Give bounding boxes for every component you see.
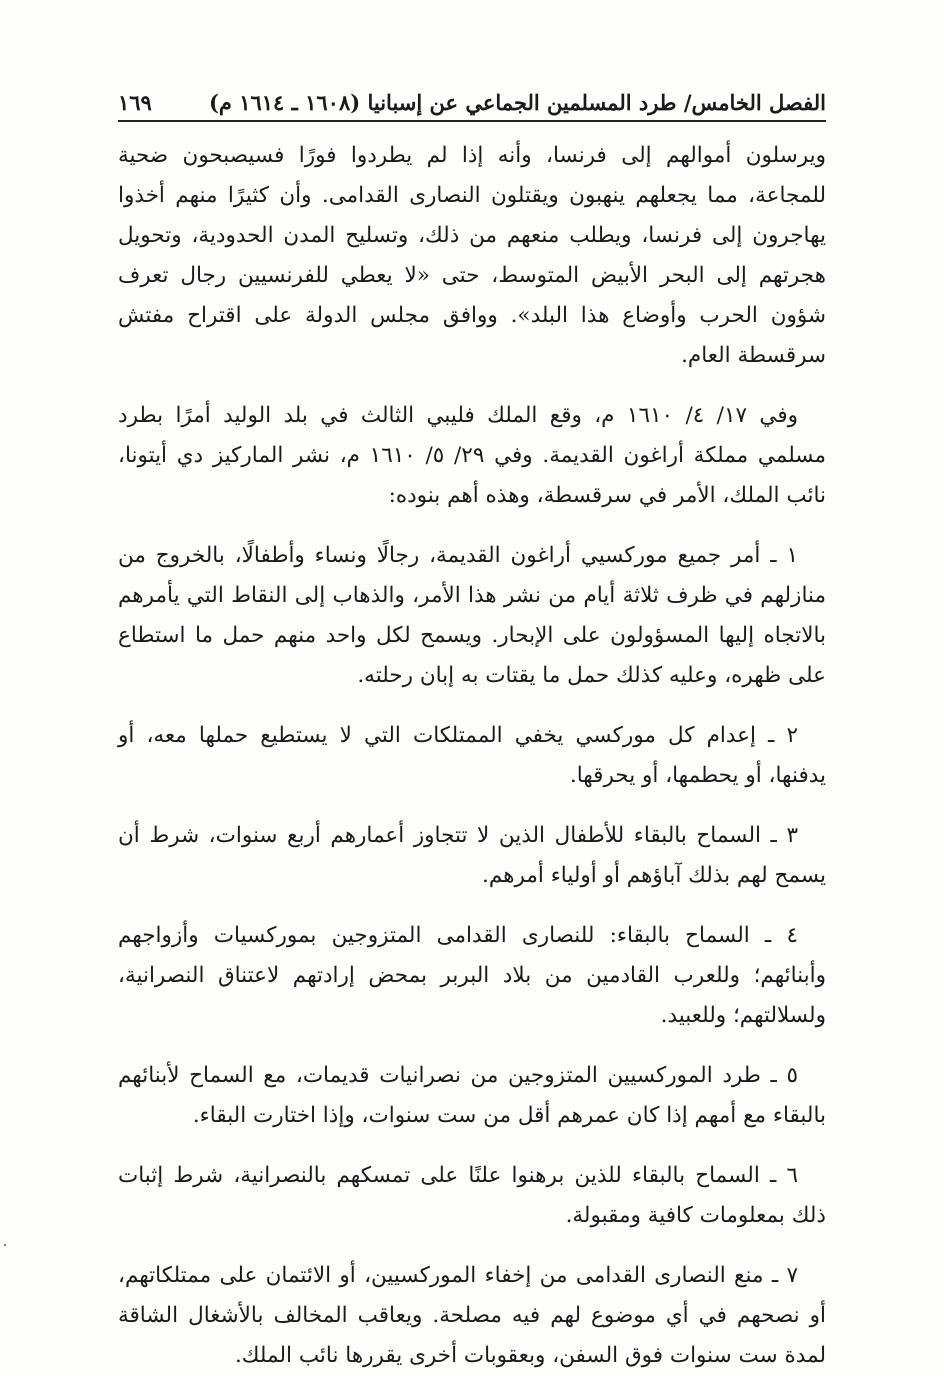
decree-item-1: ١ ـ أمر جميع موركسيي أراغون القديمة، رجالًا ونساء وأطفالًا، بالخروج من منازلهم في ظرف ثلاثة أيام من نشر هذا الأمر، والذهاب إلى النقاط التي يأمرهم بالاتجاه إليها المسؤولون على الإبحار. ويسمح لكل واحد منهم حمل ما استطاع على ظهره، وعليه كذلك حمل ما يقتات به إبان رحلته. <box>118 543 826 688</box>
page-number: ١٦٩ <box>118 89 152 115</box>
paragraph-decree-intro: وفي ١٧/ ٤/ ١٦١٠ م، وقع الملك فليبي الثالث في بلد الوليد أمرًا بطرد مسلمي مملكة أراغون القديمة. وفي ٢٩/ ٥/ ١٦١٠ م، نشر الماركيز دي أيتونا، نائب الملك، الأمر في سرقسطة، وهذه أهم بنوده: <box>118 403 827 508</box>
decree-item-3: ٣ ـ السماح بالبقاء للأطفال الذين لا تتجاوز أعمارهم أربع سنوات، شرط أن يسمح لهم بذلك آباؤهم أو أولياء أمرهم. <box>118 823 826 888</box>
body-text <box>118 136 826 1396</box>
running-header <box>118 84 826 122</box>
paragraph-continuation: ويرسلون أموالهم إلى فرنسا، وأنه إذا لم يطردوا فورًا فسيصبحون ضحية للمجاعة، مما يجعلهم ينهبون ويقتلون النصارى القدامى. وأن كثيرًا منهم أخذوا يهاجرون إلى فرنسا، ويطلب منعهم من ذلك، وتسليح المدن الحدودية، وتحويل هجرتهم إلى البحر الأبيض المتوسط، حتى «لا يعطي للفرنسيين رجال تعرف شؤون الحرب وأوضاع هذا البلد». ووافق مجلس الدولة على اقتراح مفتش سرقسطة العام. <box>118 143 826 368</box>
scan-speck <box>4 1244 6 1246</box>
chapter-title: الفصل الخامس/ طرد المسلمين الجماعي عن إسبانيا (١٦٠٨ ـ ١٦١٤ م) <box>208 89 826 115</box>
decree-item-4: ٤ ـ السماح بالبقاء: للنصارى القدامى المتزوجين بموركسيات وأزواجهم وأبنائهم؛ وللعرب القادمين من بلاد البربر بمحض إرادتهم لاعتناق النصرانية، ولسلالتهم؛ وللعبيد. <box>118 923 826 1028</box>
decree-item-7: ٧ ـ منع النصارى القدامى من إخفاء الموركسيين، أو الائتمان على ممتلكاتهم، أو نصحهم في أي موضوع لهم فيه مصلحة. ويعاقب المخالف بالأشغال الشاقة لمدة ست سنوات فوق السفن، وبعقوبات أخرى يقررها نائب الملك. <box>118 1263 826 1368</box>
decree-item-2: ٢ ـ إعدام كل موركسي يخفي الممتلكات التي لا يستطيع حملها معه، أو يدفنها، أو يحطمها، أو يحرقها. <box>118 723 826 788</box>
decree-item-6: ٦ ـ السماح بالبقاء للذين برهنوا علنًا على تمسكهم بالنصرانية، شرط إثبات ذلك بمعلومات كافية ومقبولة. <box>118 1163 826 1228</box>
decree-item-5: ٥ ـ طرد الموركسيين المتزوجين من نصرانيات قديمات، مع السماح لأبنائهم بالبقاء مع أمهم إذا كان عمرهم أقل من ست سنوات، وإذا اختارت البقاء. <box>118 1063 826 1128</box>
